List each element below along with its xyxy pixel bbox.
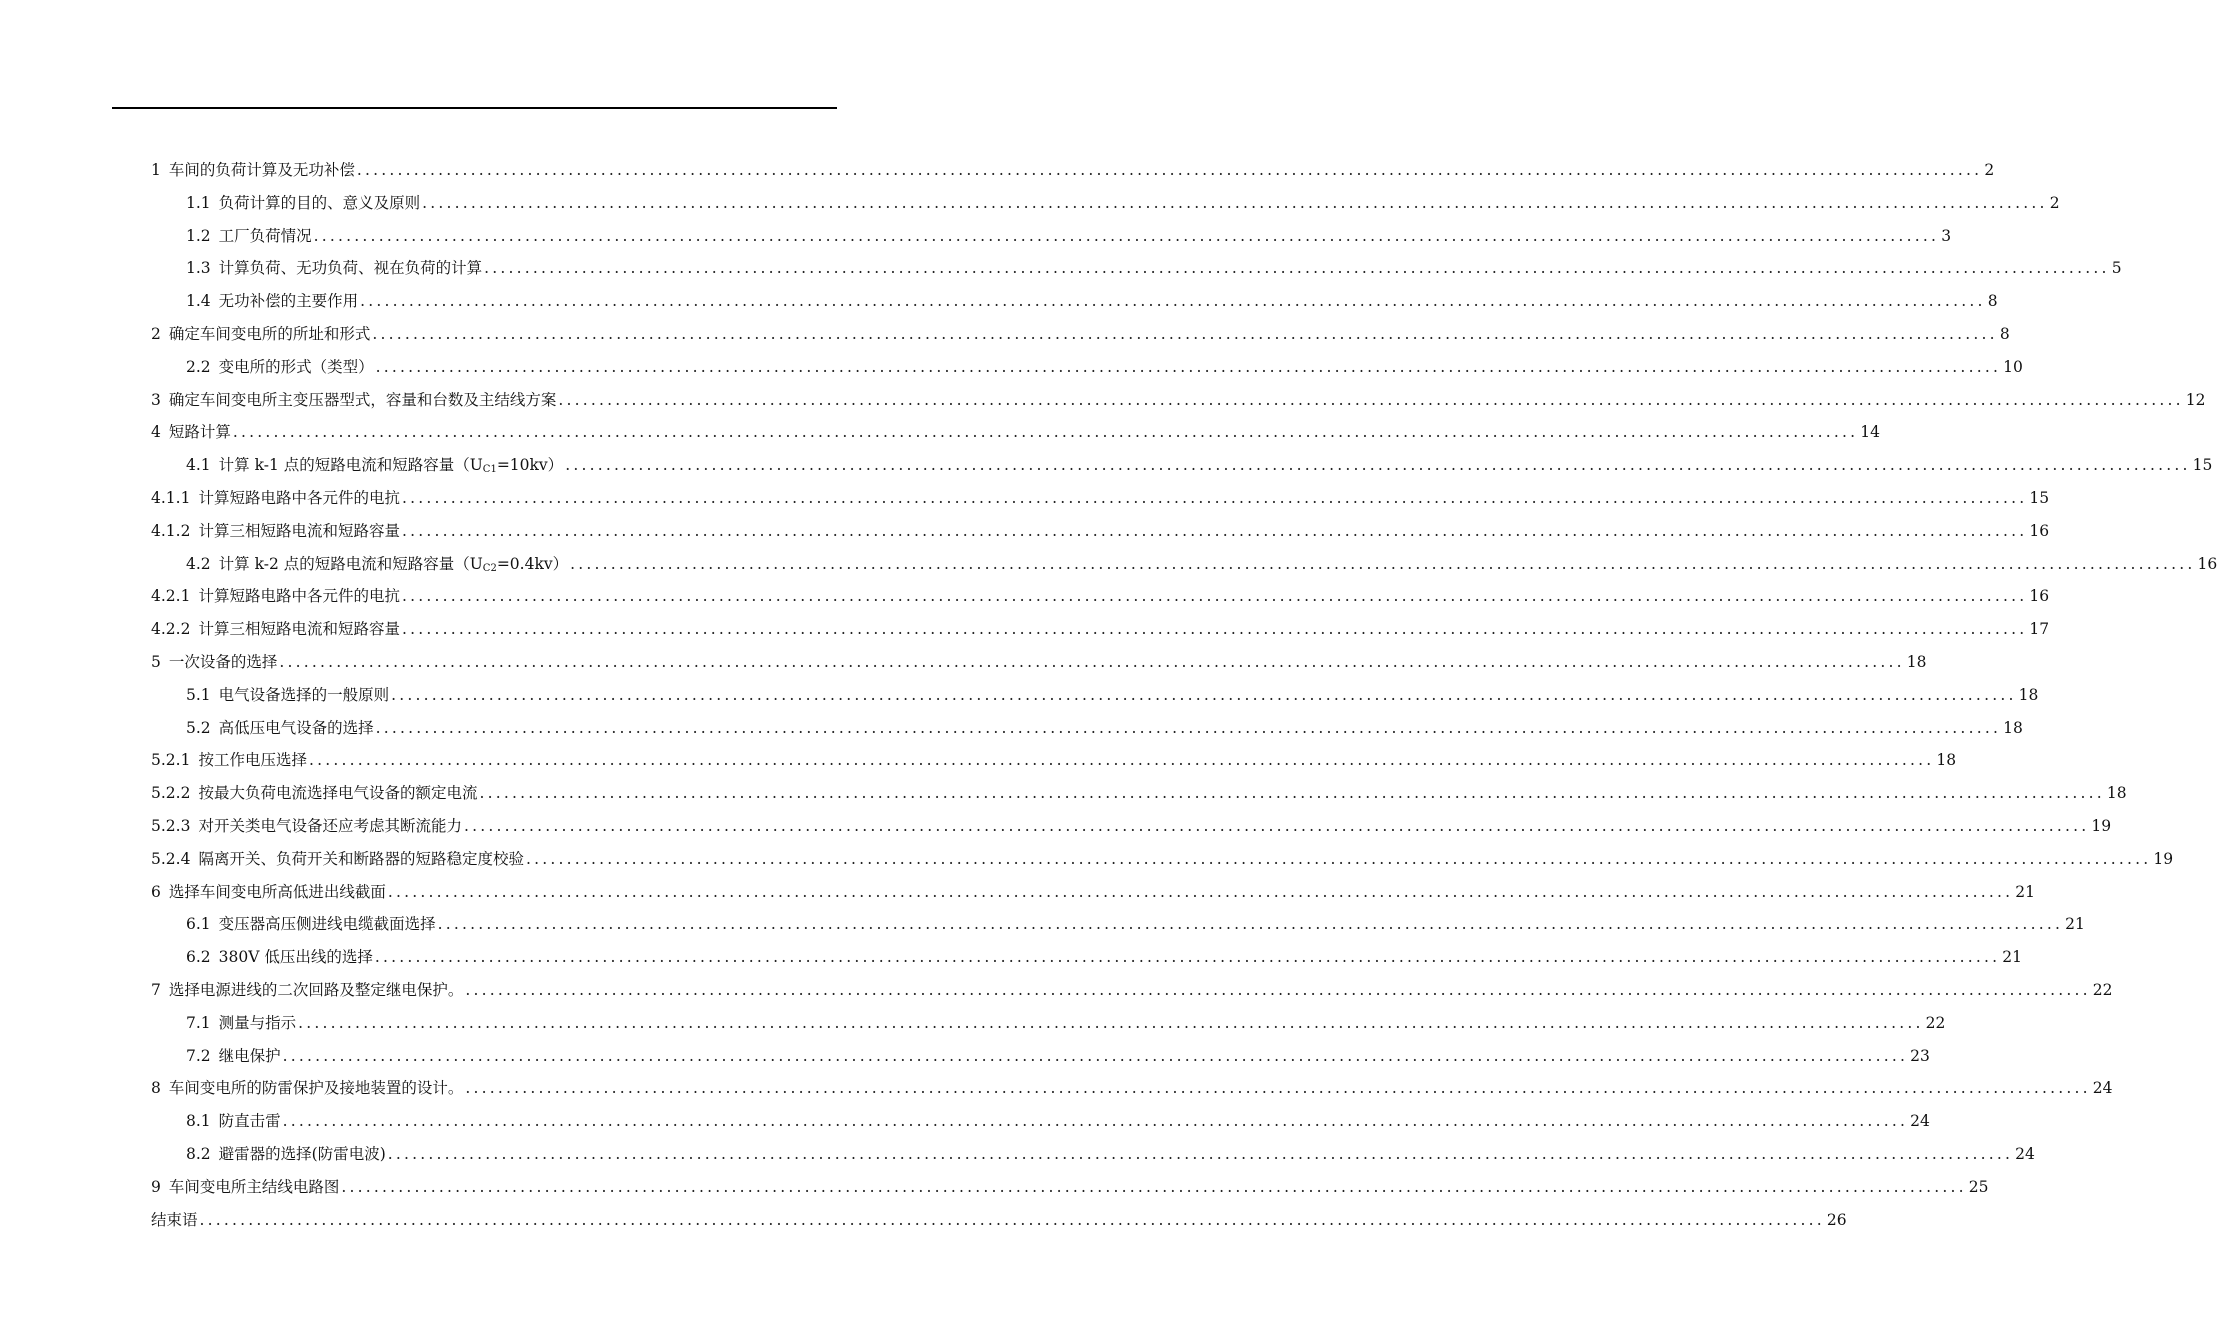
toc-entry-number: 1.1 bbox=[186, 193, 211, 212]
toc-entry-number: 5.2.4 bbox=[151, 849, 191, 868]
toc-entry-title bbox=[219, 454, 564, 481]
toc-entry-title: 测量与指示 bbox=[218, 1013, 297, 1032]
toc-dot-leader: ........................................................................................................................................................................................................ bbox=[360, 292, 1986, 311]
toc-entry-number: 5 bbox=[151, 653, 161, 671]
toc-entry-title: 短路计算 bbox=[168, 423, 231, 442]
toc-entry[interactable] bbox=[186, 1045, 1930, 1067]
toc-entry[interactable] bbox=[151, 815, 2112, 837]
toc-entry[interactable] bbox=[151, 323, 2010, 345]
toc-entry-title: 防直击雷 bbox=[218, 1112, 281, 1131]
toc-entry-number: 3 bbox=[151, 390, 161, 409]
toc-page-number: 21 bbox=[2015, 882, 2036, 901]
toc-dot-leader: ........................................................................................................................................................................................................ bbox=[356, 161, 1983, 179]
toc-dot-leader: ........................................................................................................................................................................................................ bbox=[401, 620, 2028, 639]
toc-dot-leader: ........................................................................................................................................................................................................ bbox=[375, 357, 2002, 376]
toc-entry[interactable] bbox=[151, 585, 2050, 607]
toc-entry-title: 按最大负荷电流选择电气设备的额定电流 bbox=[198, 784, 478, 803]
toc-entry[interactable] bbox=[151, 1077, 2113, 1099]
toc-page-number: 22 bbox=[2092, 981, 2113, 999]
toc-dot-leader: ........................................................................................................................................................................................................ bbox=[387, 1145, 2014, 1163]
toc-dot-leader: ........................................................................................................................................................................................................ bbox=[437, 915, 2064, 934]
toc-entry-title: 计算短路电路中各元件的电抗 bbox=[198, 587, 400, 606]
toc-entry-number: 4.2 bbox=[186, 554, 211, 573]
toc-page-number: 16 bbox=[2197, 554, 2217, 573]
toc-entry-title: 高低压电气设备的选择 bbox=[218, 718, 374, 737]
toc-dot-leader: ........................................................................................................................................................................................................ bbox=[525, 849, 2152, 868]
toc-entry-title: 一次设备的选择 bbox=[168, 653, 278, 671]
toc-entry[interactable] bbox=[186, 946, 2023, 968]
toc-entry[interactable] bbox=[186, 913, 2085, 935]
toc-page-number: 24 bbox=[1910, 1112, 1930, 1131]
toc-entry-title: 计算短路电路中各元件的电抗 bbox=[198, 489, 400, 507]
toc-entry-number: 1 bbox=[151, 161, 161, 179]
toc-entry[interactable] bbox=[151, 421, 1881, 443]
toc-dot-leader: ........................................................................................................................................................................................................ bbox=[375, 718, 2002, 737]
toc-entry-number: 4.1 bbox=[186, 456, 211, 475]
toc-page-number: 5 bbox=[2111, 259, 2122, 278]
toc-entry[interactable] bbox=[186, 454, 2213, 476]
toc-entry[interactable] bbox=[186, 684, 2039, 706]
toc-entry[interactable] bbox=[186, 717, 2023, 739]
toc-entry[interactable] bbox=[151, 487, 2050, 509]
toc-dot-leader: ........................................................................................................................................................................................................ bbox=[422, 193, 2048, 212]
toc-page-number: 19 bbox=[2153, 849, 2174, 868]
toc-page-number: 2 bbox=[2049, 193, 2060, 212]
toc-page-number: 21 bbox=[2002, 948, 2023, 967]
toc-entry-title: 继电保护 bbox=[218, 1046, 281, 1065]
toc-entry-title: 确定车间变电所的所址和形式 bbox=[168, 325, 371, 343]
toc-entry[interactable] bbox=[151, 1176, 1989, 1198]
toc-entry-number: 1.2 bbox=[186, 226, 211, 245]
toc-entry-title-text: 计算 k-1 点的短路电流和短路容量（U bbox=[218, 456, 483, 475]
toc-page-number: 18 bbox=[2018, 685, 2039, 704]
toc-entry-subscript: C1 bbox=[482, 464, 497, 476]
toc-entry-number: 1.3 bbox=[186, 259, 211, 278]
toc-page-number: 23 bbox=[1910, 1046, 1930, 1065]
toc-entry[interactable] bbox=[151, 651, 1927, 673]
toc-entry-number: 4.1.2 bbox=[151, 521, 191, 540]
toc-dot-leader: ........................................................................................................................................................................................................ bbox=[391, 685, 2017, 704]
toc-dot-leader: ........................................................................................................................................................................................................ bbox=[465, 1079, 2091, 1098]
toc-page-number: 18 bbox=[2003, 718, 2023, 737]
toc-dot-leader: ........................................................................................................................................................................................................ bbox=[565, 456, 2191, 475]
toc-dot-leader: ........................................................................................................................................................................................................ bbox=[479, 784, 2105, 803]
toc-entry[interactable] bbox=[151, 159, 1995, 181]
toc-dot-leader: ........................................................................................................................................................................................................ bbox=[484, 259, 2110, 278]
toc-entry-number: 5.2.3 bbox=[151, 817, 191, 835]
toc-entry-title: 380V 低压出线的选择 bbox=[218, 948, 373, 967]
toc-page-number: 26 bbox=[1826, 1210, 1847, 1229]
toc-dot-leader: ........................................................................................................................................................................................................ bbox=[308, 751, 1935, 770]
toc-page-number: 3 bbox=[1941, 226, 1952, 245]
toc-entry[interactable] bbox=[151, 848, 2174, 870]
toc-entry-title: 负荷计算的目的、意义及原则 bbox=[218, 193, 421, 212]
toc-entry-number: 7 bbox=[151, 981, 161, 999]
toc-dot-leader: ........................................................................................................................................................................................................ bbox=[232, 423, 1859, 442]
toc-page-number: 22 bbox=[1925, 1013, 1946, 1032]
toc-dot-leader: ........................................................................................................................................................................................................ bbox=[282, 1112, 1909, 1131]
toc-entry[interactable] bbox=[186, 225, 1952, 247]
toc-entry-number: 7.1 bbox=[186, 1013, 211, 1032]
toc-page-number: 15 bbox=[2192, 456, 2213, 475]
toc-entry-number: 5.2.1 bbox=[151, 751, 191, 770]
toc-page-number: 17 bbox=[2029, 620, 2050, 639]
toc-dot-leader: ........................................................................................................................................................................................................ bbox=[465, 981, 2091, 999]
toc-entry[interactable] bbox=[151, 749, 1957, 771]
toc-entry-number: 4.1.1 bbox=[151, 489, 191, 507]
toc-entry-number: 5.1 bbox=[186, 685, 211, 704]
toc-page-number: 18 bbox=[1936, 751, 1957, 770]
toc-entry-title: 计算负荷、无功负荷、视在负荷的计算 bbox=[218, 259, 483, 278]
toc-entry-title: 无功补偿的主要作用 bbox=[218, 292, 359, 311]
toc-dot-leader: ........................................................................................................................................................................................................ bbox=[401, 587, 2028, 606]
toc-entry[interactable] bbox=[186, 1110, 1930, 1132]
toc-entry-number: 8.2 bbox=[186, 1145, 211, 1163]
toc-entry-title-text: 计算 k-2 点的短路电流和短路容量（U bbox=[218, 554, 483, 573]
toc-entry[interactable] bbox=[186, 553, 2217, 575]
toc-entry[interactable] bbox=[186, 1012, 1946, 1034]
toc-dot-leader: ........................................................................................................................................................................................................ bbox=[401, 489, 2028, 507]
toc-dot-leader: ........................................................................................................................................................................................................ bbox=[341, 1177, 1967, 1196]
toc-entry-title: 计算三相短路电流和短路容量 bbox=[198, 620, 400, 639]
toc-entry-number: 4.2.1 bbox=[151, 587, 191, 606]
toc-entry-title: 结束语 bbox=[151, 1210, 198, 1229]
toc-entry-title: 变电所的形式（类型） bbox=[218, 357, 374, 376]
toc-entry[interactable] bbox=[186, 290, 1998, 312]
toc-entry-subscript: C2 bbox=[482, 562, 497, 574]
toc-dot-leader: ........................................................................................................................................................................................................ bbox=[401, 521, 2028, 540]
toc-page-number: 18 bbox=[2106, 784, 2127, 803]
toc-entry-title: 隔离开关、负荷开关和断路器的短路稳定度校验 bbox=[198, 849, 524, 868]
toc-entry[interactable] bbox=[151, 389, 2206, 411]
toc-entry[interactable] bbox=[186, 356, 2023, 378]
toc-entry-title: 选择电源进线的二次回路及整定继电保护。 bbox=[168, 981, 464, 999]
toc-entry-number: 8 bbox=[151, 1079, 161, 1098]
toc-entry[interactable] bbox=[151, 881, 2036, 903]
toc-page-number: 10 bbox=[2003, 357, 2023, 376]
toc-entry-title: 按工作电压选择 bbox=[198, 751, 307, 770]
toc-entry[interactable] bbox=[186, 1143, 2035, 1165]
toc-dot-leader: ........................................................................................................................................................................................................ bbox=[279, 653, 1905, 671]
toc-page-number: 21 bbox=[2065, 915, 2085, 934]
toc-dot-leader: ........................................................................................................................................................................................................ bbox=[199, 1210, 1825, 1229]
toc-entry[interactable] bbox=[186, 192, 2060, 214]
toc-page-number: 16 bbox=[2029, 521, 2050, 540]
toc-entry-number: 6.1 bbox=[186, 915, 211, 934]
toc-dot-leader: ........................................................................................................................................................................................................ bbox=[374, 948, 2001, 967]
toc-entry-title: 变压器高压侧进线电缆截面选择 bbox=[218, 915, 436, 934]
toc-entry-number: 6 bbox=[151, 882, 161, 901]
toc-entry[interactable] bbox=[151, 520, 2050, 542]
toc-entry[interactable] bbox=[151, 782, 2127, 804]
toc-entry-number: 4.2.2 bbox=[151, 620, 191, 639]
toc-entry[interactable] bbox=[151, 618, 2050, 640]
toc-dot-leader: ........................................................................................................................................................................................................ bbox=[313, 226, 1940, 245]
toc-entry[interactable] bbox=[151, 979, 2113, 1001]
toc-entry-title: 计算三相短路电流和短路容量 bbox=[198, 521, 400, 540]
toc-entry[interactable] bbox=[186, 257, 2122, 279]
toc-page-number: 19 bbox=[2091, 817, 2112, 835]
toc-dot-leader: ........................................................................................................................................................................................................ bbox=[463, 817, 2090, 835]
toc-entry-title: 对开关类电气设备还应考虑其断流能力 bbox=[198, 817, 462, 835]
toc-dot-leader: ........................................................................................................................................................................................................ bbox=[282, 1046, 1909, 1065]
toc-page-number: 2 bbox=[1984, 161, 1995, 179]
toc-page-number: 24 bbox=[2092, 1079, 2113, 1098]
toc-entry-title: 确定车间变电所主变压器型式，容量和台数及主结线方案 bbox=[168, 390, 557, 409]
toc-entry-title: 选择车间变电所高低进出线截面 bbox=[168, 882, 386, 901]
toc-entry-number: 1.4 bbox=[186, 292, 211, 311]
toc-page-number: 14 bbox=[1860, 423, 1881, 442]
toc-page-number: 12 bbox=[2185, 390, 2206, 409]
toc-dot-leader: ........................................................................................................................................................................................................ bbox=[387, 882, 2014, 901]
toc-page-number: 25 bbox=[1968, 1177, 1989, 1196]
toc-entry-title: 电气设备选择的一般原则 bbox=[218, 685, 390, 704]
toc-entry-title-text: =0.4kv） bbox=[496, 554, 569, 573]
toc-entry-title bbox=[219, 553, 568, 580]
toc-page-number: 18 bbox=[1906, 653, 1927, 671]
toc-entry-number: 5.2.2 bbox=[151, 784, 191, 803]
toc-entry-number: 6.2 bbox=[186, 948, 211, 967]
toc-entry-number: 7.2 bbox=[186, 1046, 211, 1065]
toc-dot-leader: ........................................................................................................................................................................................................ bbox=[298, 1013, 1924, 1032]
toc-entry-title: 车间变电所主结线电路图 bbox=[168, 1177, 340, 1196]
toc-entry-number: 4 bbox=[151, 423, 161, 442]
toc-dot-leader: ........................................................................................................................................................................................................ bbox=[558, 390, 2184, 409]
toc-page-number: 8 bbox=[1999, 325, 2010, 343]
toc-entry-number: 8.1 bbox=[186, 1112, 211, 1131]
toc-page-number: 16 bbox=[2029, 587, 2050, 606]
toc-page-number: 8 bbox=[1987, 292, 1998, 311]
toc-entry[interactable] bbox=[151, 1209, 1847, 1231]
toc-entry-title-text: =10kv） bbox=[496, 456, 564, 475]
toc-entry-number: 2.2 bbox=[186, 357, 211, 376]
toc-entry-number: 2 bbox=[151, 325, 161, 343]
toc-entry-title: 工厂负荷情况 bbox=[218, 226, 312, 245]
toc-entry-title: 避雷器的选择(防雷电波) bbox=[218, 1145, 386, 1163]
toc-entry-title: 车间变电所的防雷保护及接地装置的设计。 bbox=[168, 1079, 464, 1098]
toc-entry-number: 9 bbox=[151, 1177, 161, 1196]
toc-page-number: 15 bbox=[2029, 489, 2050, 507]
toc-page-number: 24 bbox=[2015, 1145, 2035, 1163]
toc-entry-number: 5.2 bbox=[186, 718, 211, 737]
toc-entry-title: 车间的负荷计算及无功补偿 bbox=[168, 161, 355, 179]
toc-dot-leader: ........................................................................................................................................................................................................ bbox=[372, 325, 1998, 343]
toc-dot-leader: ........................................................................................................................................................................................................ bbox=[570, 554, 2196, 573]
